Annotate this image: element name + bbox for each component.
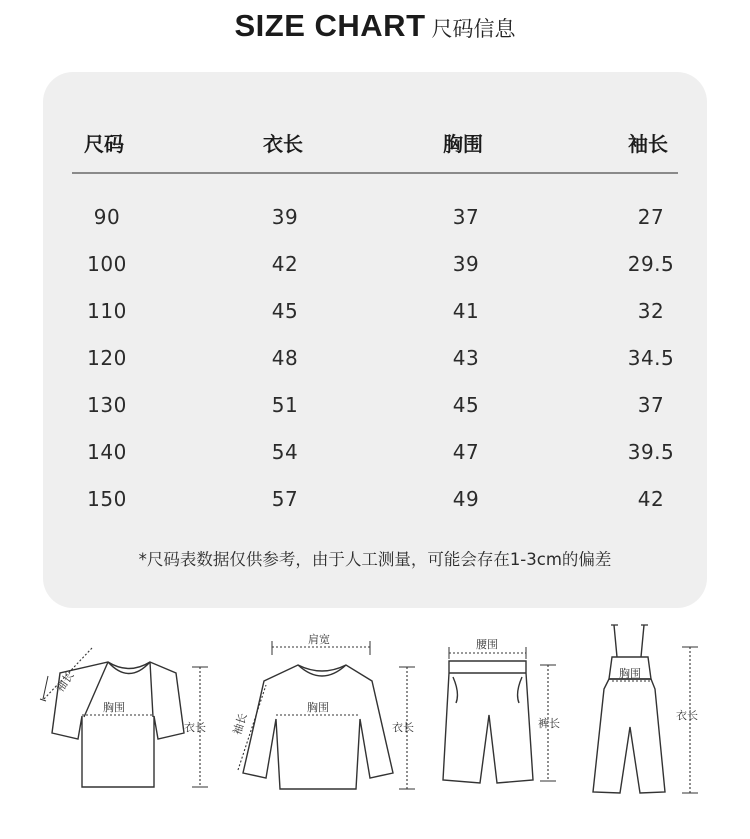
cell-chest: 41 (452, 299, 480, 323)
title-chinese: 尺码信息 (431, 17, 516, 41)
cell-chest: 37 (452, 205, 480, 229)
cell-length: 51 (271, 393, 299, 417)
tshirt-length-label: 衣长 (184, 721, 206, 734)
sweater-shoulder-label: 肩宽 (308, 633, 330, 646)
garment-illustrations (0, 615, 750, 839)
cell-size: 130 (87, 393, 127, 417)
cell-sleeve: 32 (637, 299, 665, 323)
size-table-card (43, 72, 707, 608)
cell-size: 90 (93, 205, 121, 229)
cell-length: 39 (271, 205, 299, 229)
cell-sleeve: 34.5 (627, 346, 675, 370)
cell-chest: 43 (452, 346, 480, 370)
cell-chest: 47 (452, 440, 480, 464)
measurement-note: *尺码表数据仅供参考，由于人工测量，可能会存在1-3cm的偏差 (138, 550, 612, 569)
header-size: 尺码 (84, 132, 124, 156)
cell-length: 42 (271, 252, 299, 276)
tshirt-chest-label: 胸围 (103, 701, 125, 714)
cell-size: 110 (87, 299, 127, 323)
overalls-outline (593, 679, 665, 793)
cell-chest: 45 (452, 393, 480, 417)
cell-chest: 39 (452, 252, 480, 276)
sweater-diagram (238, 641, 415, 789)
overalls-length-label: 衣长 (676, 709, 698, 722)
cell-sleeve: 39.5 (627, 440, 675, 464)
cell-size: 140 (87, 440, 127, 464)
overalls-chest-label: 胸围 (619, 667, 641, 680)
cell-size: 100 (87, 252, 127, 276)
shorts-outline (443, 661, 533, 783)
shorts-length-label: 裤长 (538, 717, 560, 730)
cell-size: 120 (87, 346, 127, 370)
cell-sleeve: 27 (637, 205, 665, 229)
shorts-waist-label: 腰围 (476, 638, 498, 651)
header-chest: 胸围 (443, 132, 483, 156)
sweater-chest-label: 胸围 (307, 701, 329, 714)
header-sleeve: 袖长 (628, 132, 668, 156)
cell-sleeve: 37 (637, 393, 665, 417)
cell-length: 48 (271, 346, 299, 370)
cell-sleeve: 29.5 (627, 252, 675, 276)
page-title (0, 8, 750, 44)
cell-size: 150 (87, 487, 127, 511)
header-divider (72, 172, 678, 174)
cell-sleeve: 42 (637, 487, 665, 511)
tshirt-collar (108, 662, 150, 674)
header-length: 衣长 (263, 132, 303, 156)
shorts-diagram (443, 647, 556, 783)
title-english: SIZE CHART (234, 8, 426, 43)
tshirt-sleeve-label: 袖长 (53, 668, 77, 695)
sweater-sleeve-label: 袖长 (230, 711, 250, 737)
sweater-outline (243, 665, 393, 789)
cell-length: 57 (271, 487, 299, 511)
sweater-length-label: 衣长 (392, 721, 414, 734)
overalls-straps (614, 625, 644, 657)
cell-length: 54 (271, 440, 299, 464)
shorts-pockets (453, 677, 522, 703)
cell-chest: 49 (452, 487, 480, 511)
cell-length: 45 (271, 299, 299, 323)
